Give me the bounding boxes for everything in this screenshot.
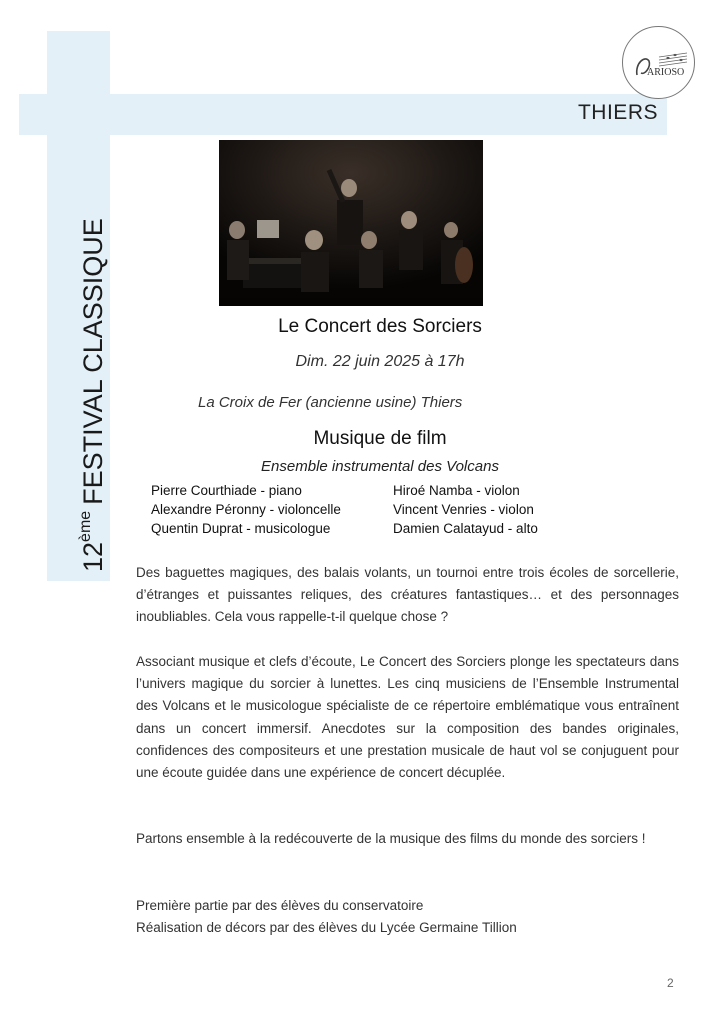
- description-paragraph-1: Des baguettes magiques, des balais volants, un tournoi entre trois écoles de sorcellerie, d’étranges et puissantes reliques, des créatures fantastiques… et des personnages inoubliables. Cela vous rappelle-t-il quelque chose ?: [136, 565, 679, 625]
- credits-paragraph: [136, 895, 679, 939]
- credits-line-1: Première partie par des élèves du conservatoire: [136, 898, 424, 913]
- musicians-silhouette-image: [219, 140, 483, 306]
- logo-graphic: [623, 27, 696, 100]
- festival-number: 12: [78, 541, 108, 572]
- festival-vertical-title: [78, 218, 107, 572]
- arioso-logo: [622, 26, 695, 99]
- concert-genre: Musique de film: [313, 428, 447, 449]
- concert-venue: La Croix de Fer (ancienne usine) Thiers: [198, 394, 463, 411]
- credits-line-2: Réalisation de décors par des élèves du Lycée Germaine Tillion: [136, 920, 517, 936]
- musician-entry: Vincent Venries - violon: [393, 502, 534, 517]
- ensemble-name: Ensemble instrumental des Volcans: [261, 458, 499, 475]
- musician-entry: Damien Calatayud - alto: [393, 521, 538, 536]
- concert-date: Dim. 22 juin 2025 à 17h: [295, 353, 465, 370]
- festival-suffix: ème: [77, 510, 94, 542]
- musicians-left-column: [151, 481, 341, 538]
- concert-photo: [219, 140, 483, 306]
- musician-entry: Hiroé Namba - violon: [393, 483, 520, 498]
- city-heading: THIERS: [577, 101, 658, 124]
- description-paragraph-2: Associant musique et clefs d’écoute, Le Concert des Sorciers plonge les spectateurs dans l’univers magique du sorcier à lunettes. Les cinq musiciens de l’Ensemble Instrumental des Volcans et le musicologue spécialiste de ce répertoire emblématique vous entraînent dans un concert immersif. Anecdotes sur la composition des bandes originales, confidences des compositeurs et une prestation musicale de haut vol se conjuguent pour une écoute guidée dans une expérience de concert décuplée.: [136, 654, 679, 781]
- page-number: 2: [667, 976, 674, 990]
- musicians-right-column: [393, 481, 538, 538]
- concert-title: Le Concert des Sorciers: [278, 316, 482, 337]
- logo-wordmark: ARIOSO: [647, 67, 685, 78]
- musician-entry: Alexandre Péronny - violoncelle: [151, 502, 341, 517]
- description-paragraph-3: Partons ensemble à la redécouverte de la musique des films du monde des sorciers !: [136, 831, 646, 846]
- festival-name: FESTIVAL CLASSIQUE: [78, 218, 108, 505]
- musician-entry: Pierre Courthiade - piano: [151, 483, 302, 498]
- musician-entry: Quentin Duprat - musicologue: [151, 521, 331, 536]
- header-accent-bar: [19, 94, 667, 135]
